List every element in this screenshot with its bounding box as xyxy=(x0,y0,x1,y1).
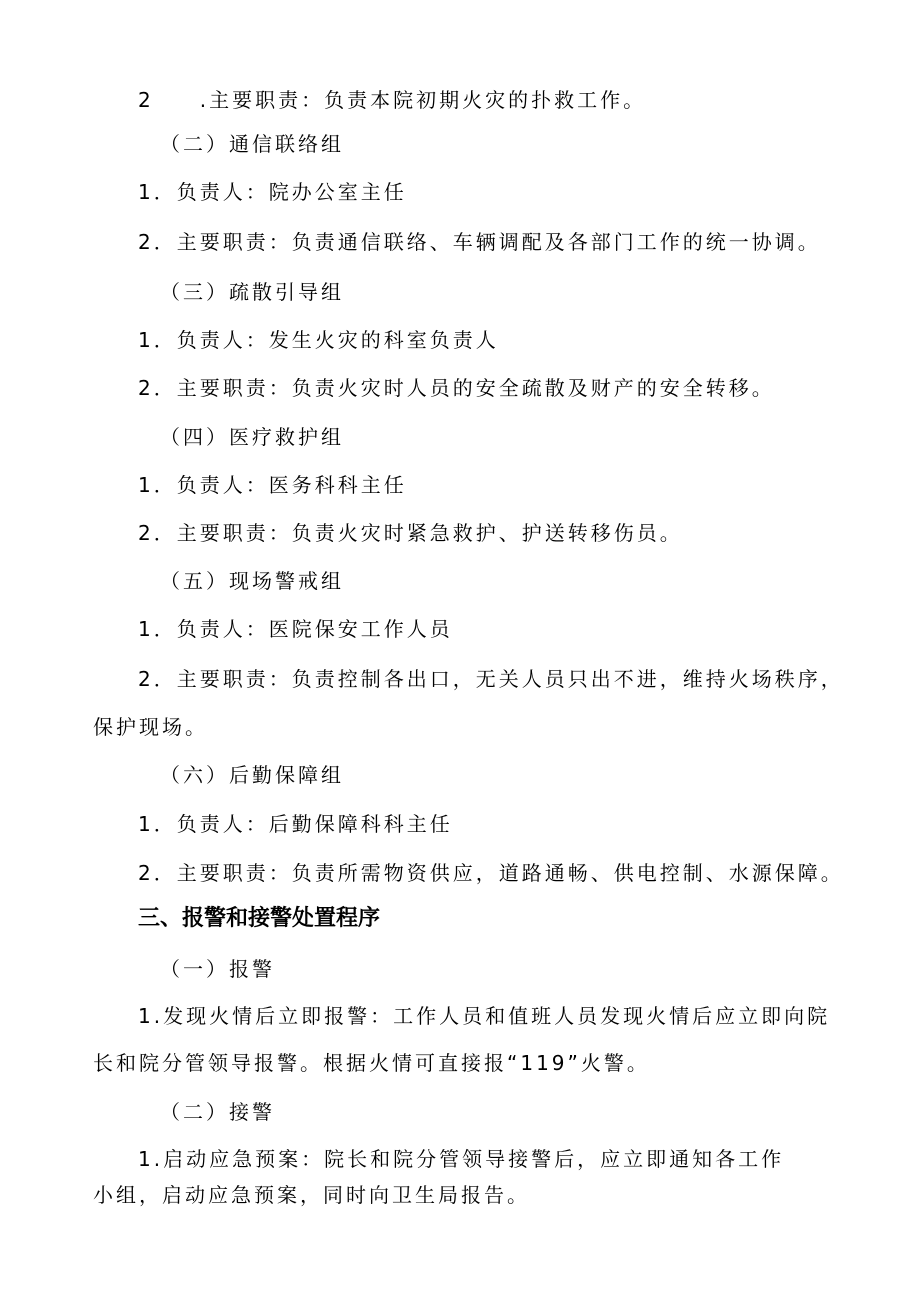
paragraph-line: 1．负责人：院办公室主任 xyxy=(138,180,407,204)
section-subheading: （三）疏散引导组 xyxy=(160,280,344,304)
paragraph-line: 1.启动应急预案：院长和院分管领导接警后，应立即通知各工作 xyxy=(138,1147,785,1171)
section-subheading: （二）接警 xyxy=(160,1100,275,1124)
paragraph-line: 1.发现火情后立即报警：工作人员和值班人员发现火情后应立即向院 xyxy=(138,1004,831,1028)
paragraph-line: 2．主要职责：负责所需物资供应，道路通畅、供电控制、水源保障。 xyxy=(138,861,844,885)
section-subheading: （六）后勤保障组 xyxy=(160,763,344,787)
section-subheading: （四）医疗救护组 xyxy=(160,425,344,449)
paragraph-line: 长和院分管领导报警。根据火情可直接报“119”火警。 xyxy=(93,1051,650,1075)
section-subheading: （五）现场警戒组 xyxy=(160,569,344,593)
paragraph-line: 2．主要职责：负责火灾时人员的安全疏散及财产的安全转移。 xyxy=(138,376,775,400)
paragraph-line: 2．主要职责：负责通信联络、车辆调配及各部门工作的统一协调。 xyxy=(138,230,821,254)
paragraph-line: 1．负责人：医务科科主任 xyxy=(138,473,407,497)
paragraph-line: 2．主要职责：负责控制各出口，无关人员只出不进，维持火场秩序， xyxy=(138,667,844,691)
paragraph-line: 1．负责人：发生火灾的科室负责人 xyxy=(138,328,499,352)
section-subheading: （二）通信联络组 xyxy=(160,132,344,156)
paragraph-line: 1．负责人：后勤保障科科主任 xyxy=(138,812,453,836)
section-heading: 三、报警和接警处置程序 xyxy=(138,906,381,931)
paragraph-line: 2．主要职责：负责火灾时紧急救护、护送转移伤员。 xyxy=(138,521,683,545)
section-subheading: （一）报警 xyxy=(160,957,275,981)
paragraph-line: 小组，启动应急预案，同时向卫生局报告。 xyxy=(93,1183,530,1207)
paragraph-line: 1．负责人：医院保安工作人员 xyxy=(138,617,453,641)
paragraph-line: 2 .主要职责：负责本院初期火灾的扑救工作。 xyxy=(138,88,647,112)
paragraph-line: 保护现场。 xyxy=(93,715,208,739)
